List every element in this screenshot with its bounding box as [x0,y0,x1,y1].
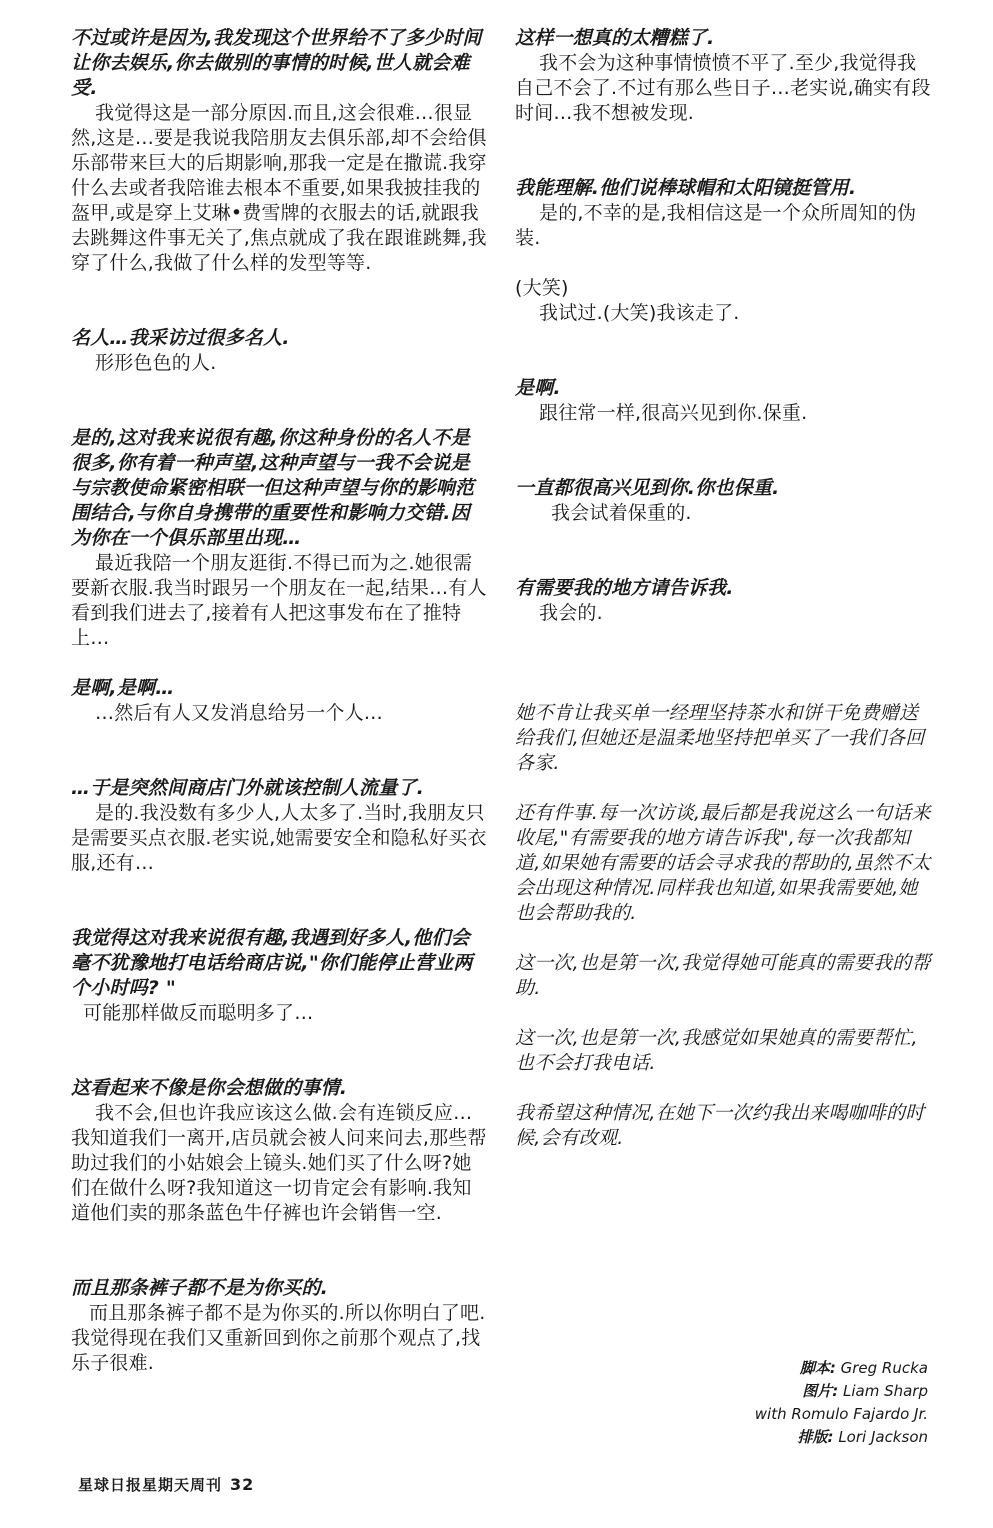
qa-block [515,576,933,626]
credits [700,1357,928,1449]
laughter-note: (大笑) [515,277,569,299]
answer: 跟往常一样,很高兴见到你.保重. [539,402,808,424]
qa-block [515,26,933,126]
question: 有需要我的地方请告诉我. [515,577,734,599]
answer: 我不会为这种事情愤愤不平了.至少,我觉得我自己不会了.不过有那么些日子…老实说,确实有段时间…我不想被发现. [515,52,931,124]
answer: 可能那样做反而聪明多了… [83,1002,314,1024]
qa-block [515,176,933,251]
epilogue-paragraph: 这一次,也是第一次,我感觉如果她真的需要帮忙,也不会打我电话. [515,1027,918,1074]
epilogue-paragraph: 这一次,也是第一次,我觉得她可能真的需要我的帮助. [515,952,931,999]
qa-block [515,276,933,326]
question: 这样一想真的太糟糕了. [515,27,715,49]
answer: 我不会,但也许我应该这么做.会有连锁反应…我知道我们一离开,店员就会被人问来问去,那些帮助过我们的小姑娘会上镜头.她们买了什么呀?她们在做什么呀?我知道这一切肯定会有影响.我知道他们卖的那条蓝色牛仔裤也许会销售一空. [71,1102,487,1224]
answer: 我会试着保重的. [551,502,692,524]
qa-block [71,776,489,876]
credit-art [700,1380,928,1403]
qa-block [71,26,489,276]
credit-layout [700,1426,928,1449]
question: 是啊. [515,377,561,399]
credit-name: Greg Rucka [840,1359,928,1377]
credit-label: 排版: [797,1428,834,1446]
answer: 形形色色的人. [95,352,217,374]
question: 是啊,是啊… [71,677,175,699]
credit-name: Lori Jackson [838,1428,928,1446]
answer: 我觉得这是一部分原因.而且,这会很难…很显然,这是…要是我说我陪朋友去俱乐部,却不会给俱乐部带来巨大的后期影响,那我一定是在撒谎.我穿什么去或者我陪谁去根本不重要,如果我披挂我的盔甲,或是穿上艾琳•费雪牌的衣服去的话,就跟我去跳舞这件事无关了,焦点就成了我在跟谁跳舞,我穿了什么,我做了什么样的发型等等. [71,102,487,274]
qa-block [71,426,489,651]
question: 不过或许是因为,我发现这个世界给不了多少时间让你去娱乐,你去做别的事情的时候,世人就会难受. [71,27,482,99]
qa-block [71,1276,489,1376]
answer: 是的.我没数有多少人,人太多了.当时,我朋友只是需要买点衣服.老实说,她需要安全和隐私好买衣服,还有… [71,802,487,874]
credit-label: 脚本: [799,1359,836,1377]
answer: …然后有人又发消息给另一个人… [95,702,384,724]
qa-block [71,676,489,726]
qa-block [71,1076,489,1226]
answer: 我试过.(大笑)我该走了. [539,302,740,324]
answer: 是的,不幸的是,我相信这是一个众所周知的伪装. [515,202,917,249]
qa-block [71,326,489,376]
question: 一直都很高兴见到你.你也保重. [515,477,780,499]
answer: 最近我陪一个朋友逛街.不得已而为之.她很需要新衣服.我当时跟另一个朋友在一起,结果…有人看到我们进去了,接着有人把这事发布在了推特上… [71,552,487,649]
epilogue-paragraph: 我希望这种情况,在她下一次约我出来喝咖啡的时候,会有改观. [515,1102,925,1149]
question: 这看起来不像是你会想做的事情. [71,1077,348,1099]
epilogue-paragraph: 还有件事.每一次访谈,最后都是我说这么一句话来收尾,"有需要我的地方请告诉我",每一次我都知道,如果她有需要的话会寻求我的帮助的,虽然不太会出现这种情况.同样我也知道,如果我需要她,她也会帮助我的. [515,802,931,924]
credit-script [700,1357,928,1380]
question: 我觉得这对我来说很有趣,我遇到好多人,他们会毫不犹豫地打电话给商店说,"你们能停止营业两个小时吗? " [71,927,473,999]
credit-name: Liam Sharp [842,1382,928,1400]
page-footer [78,1474,254,1495]
left-column [71,26,489,1376]
credit-art-with: with Romulo Fajardo Jr. [754,1405,928,1423]
answer: 我会的. [539,602,603,624]
qa-block [515,476,933,526]
question: 是的,这对我来说很有趣,你这种身份的名人不是很多,你有着一种声望,这种声望与一我不会说是与宗教使命紧密相联一但这种声望与你的影响范围结合,与你自身携带的重要性和影响力交错.因为你在一个俱乐部里出现… [71,427,475,549]
publication-title: 星球日报星期天周刊 [78,1476,223,1494]
credit-label: 图片: [802,1382,839,1400]
question: 我能理解.他们说棒球帽和太阳镜挺管用. [515,177,857,199]
page-number: 32 [230,1475,255,1494]
qa-block [71,926,489,1026]
question: 名人…我采访过很多名人. [71,327,290,349]
answer: 而且那条裤子都不是为你买的.所以你明白了吧.我觉得现在我们又重新回到你之前那个观点了,找乐子很难. [71,1302,486,1374]
qa-block [515,376,933,426]
right-column [515,26,933,1151]
question: 而且那条裤子都不是为你买的. [71,1277,329,1299]
epilogue-paragraph: 她不肯让我买单一经理坚持茶水和饼干免费赠送给我们,但她还是温柔地坚持把单买了一我们各回各家. [515,702,925,774]
question: …于是突然间商店门外就该控制人流量了. [71,777,425,799]
